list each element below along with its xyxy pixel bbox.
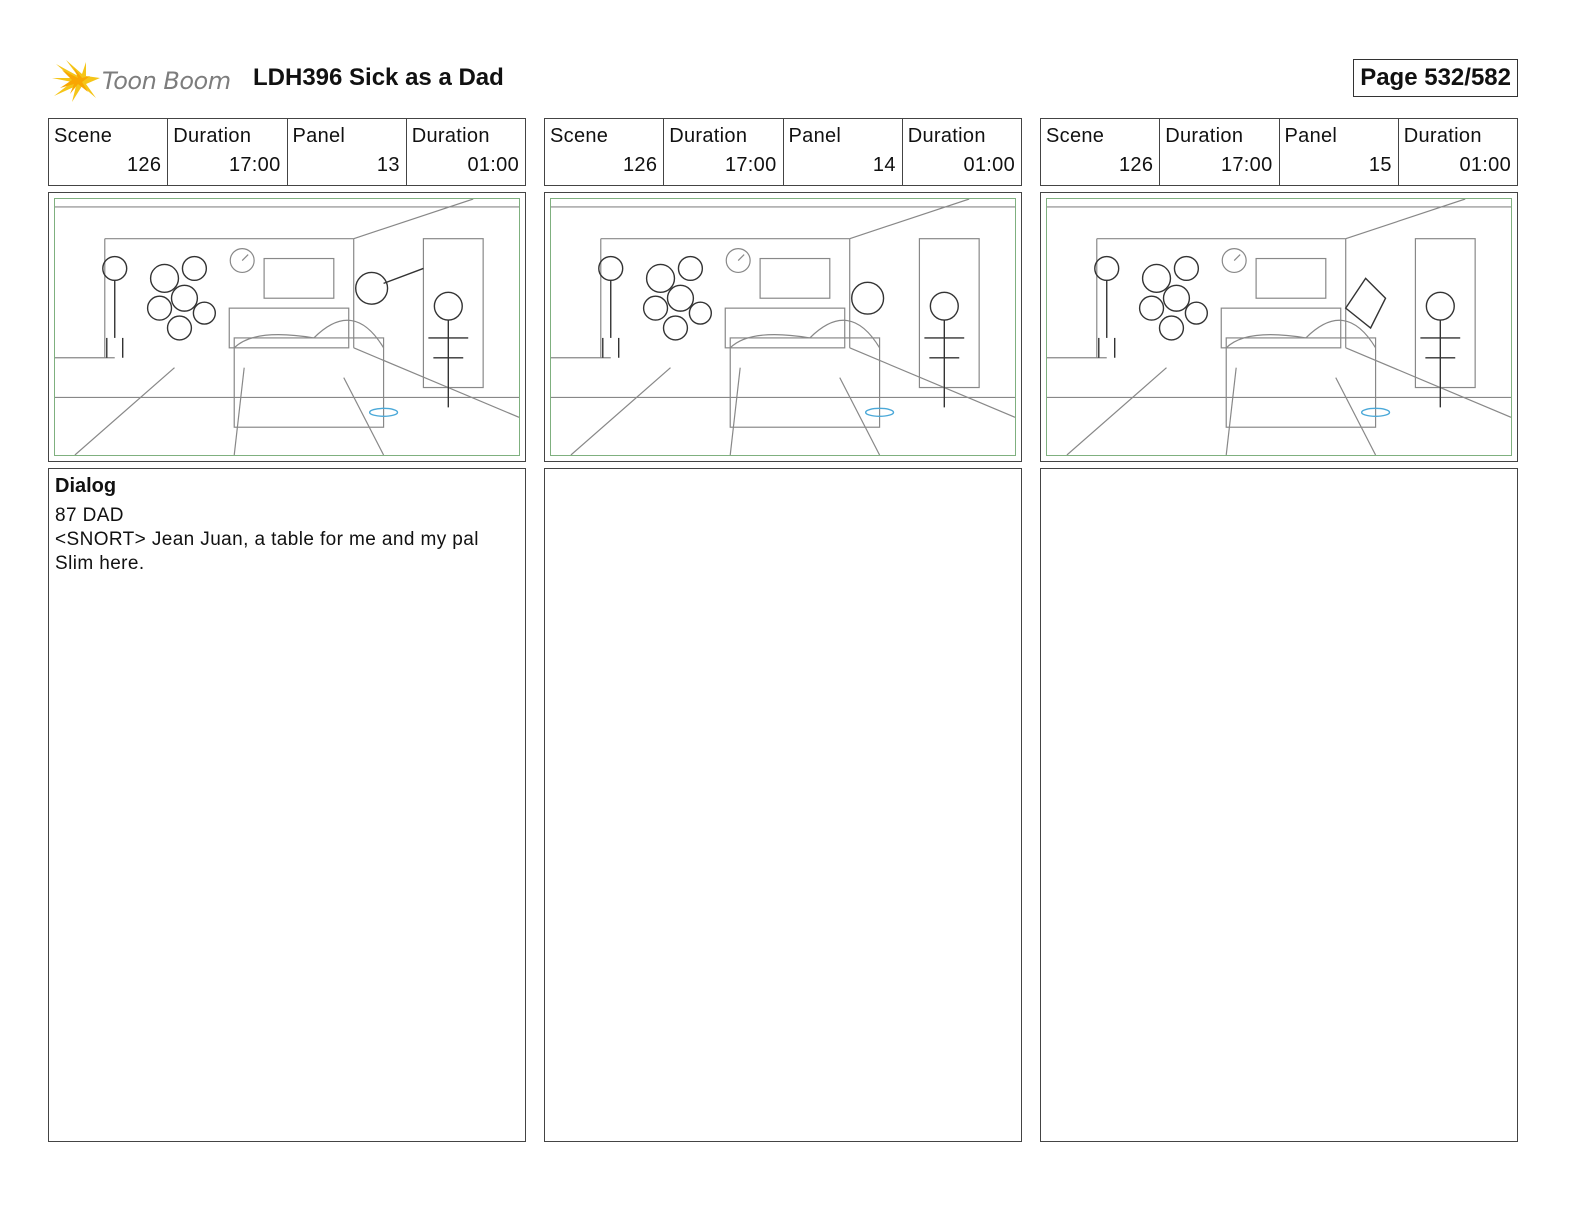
panel-image-frame <box>544 192 1022 462</box>
dialog-notes <box>1040 468 1518 1142</box>
panel-duration-cell <box>407 119 525 185</box>
scene-duration-cell <box>1160 119 1279 185</box>
sketch-drawing <box>1047 199 1511 455</box>
panel-column-3 <box>1040 118 1518 1142</box>
page-header <box>48 56 1536 106</box>
dialog-label: Dialog <box>55 475 117 497</box>
panel-cell <box>784 119 903 185</box>
panel-label: Panel <box>292 125 346 147</box>
panel-column-2 <box>544 118 1022 1142</box>
scene-duration-value: 17:00 <box>1220 154 1273 176</box>
scene-duration-cell <box>168 119 287 185</box>
panel-duration-label: Duration <box>411 125 490 147</box>
starburst-icon <box>52 56 104 106</box>
panel-cell <box>1280 119 1399 185</box>
panel-image-frame <box>48 192 526 462</box>
scene-cell <box>545 119 664 185</box>
panel-column-1 <box>48 118 526 1142</box>
scene-duration-cell <box>664 119 783 185</box>
dialog-notes <box>48 468 526 1142</box>
sketch-drawing <box>55 199 519 455</box>
dialog-line: 87 DAD <box>55 505 124 526</box>
panel-image-frame <box>1040 192 1518 462</box>
panel-value: 13 <box>376 154 400 176</box>
scene-duration-label: Duration <box>669 125 748 147</box>
panel-value: 15 <box>1368 154 1392 176</box>
panel-label: Panel <box>1284 125 1338 147</box>
scene-cell <box>49 119 168 185</box>
panel-info-table <box>1040 118 1518 186</box>
panel-label: Panel <box>788 125 842 147</box>
logo-text: Toon Boom <box>102 67 231 95</box>
dialog-notes <box>544 468 1022 1142</box>
dialog-line: <SNORT> Jean Juan, a table for me and my pal <box>55 529 479 550</box>
panel-duration-value: 01:00 <box>963 154 1015 176</box>
sketch-drawing <box>551 199 1015 455</box>
panel-duration-cell <box>1399 119 1517 185</box>
panel-info-table <box>48 118 526 186</box>
storyboard-title: LDH396 Sick as a Dad <box>253 64 504 91</box>
toon-boom-logo <box>52 56 248 106</box>
panel-sketch-15 <box>1046 198 1512 456</box>
scene-duration-value: 17:00 <box>724 154 777 176</box>
page-number: Page 532/582 <box>1353 59 1518 97</box>
panel-cell <box>288 119 407 185</box>
scene-duration-label: Duration <box>173 125 252 147</box>
scene-value: 126 <box>622 154 658 176</box>
panel-duration-cell <box>903 119 1021 185</box>
scene-cell <box>1041 119 1160 185</box>
panel-info-table <box>544 118 1022 186</box>
scene-duration-value: 17:00 <box>228 154 281 176</box>
dialog-line: Slim here. <box>55 553 145 574</box>
panel-value: 14 <box>872 154 896 176</box>
panel-duration-label: Duration <box>1403 125 1482 147</box>
panel-duration-value: 01:00 <box>467 154 519 176</box>
panel-duration-value: 01:00 <box>1459 154 1511 176</box>
scene-label: Scene <box>1046 125 1105 147</box>
scene-label: Scene <box>550 125 609 147</box>
panel-sketch-14 <box>550 198 1016 456</box>
scene-value: 126 <box>1118 154 1154 176</box>
panel-duration-label: Duration <box>907 125 986 147</box>
scene-label: Scene <box>54 125 113 147</box>
panel-sketch-13 <box>54 198 520 456</box>
scene-duration-label: Duration <box>1165 125 1244 147</box>
scene-value: 126 <box>126 154 162 176</box>
